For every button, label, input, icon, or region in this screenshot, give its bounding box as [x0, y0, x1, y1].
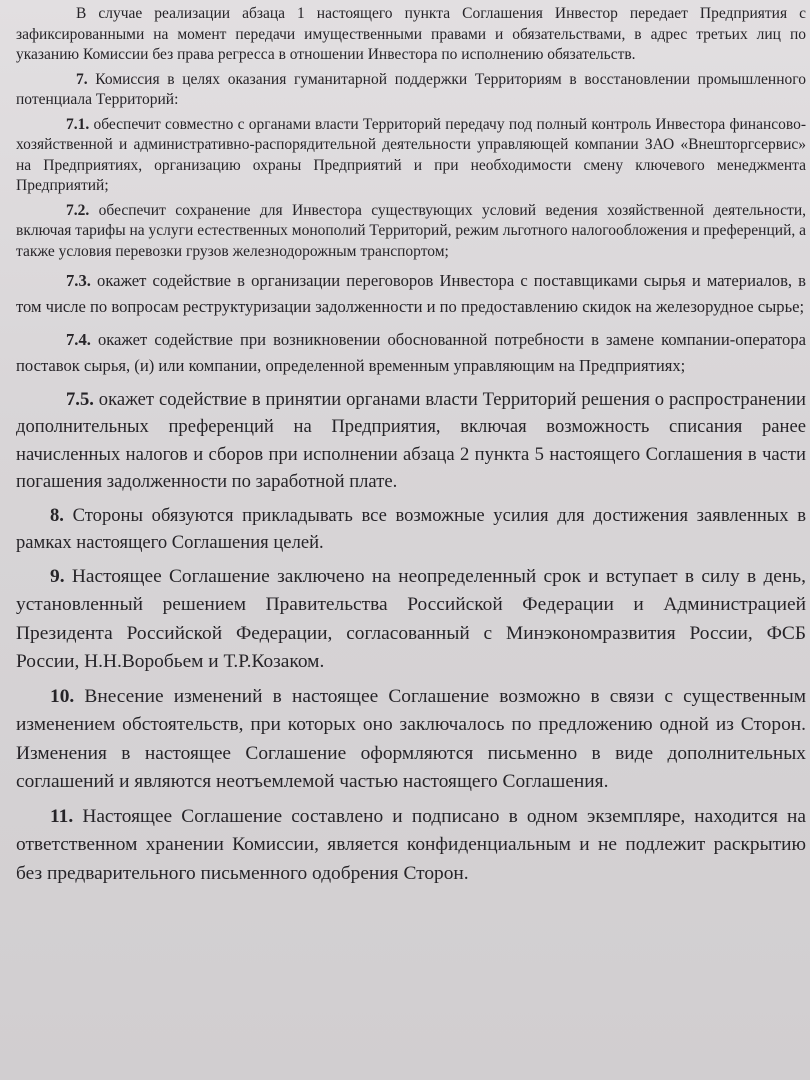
clause-10-text: Внесение изменений в настоящее Соглашение возможно в связи с существенным изменением обстоятельств, при которых оно заключалось по предложению одной из Сторон. Изменения в настоящее Соглашение оформляются письменно в виде дополнительных соглашений и являются неотъемлемой частью настоящего Соглашения. [16, 685, 806, 793]
intro-paragraph: В случае реализации абзаца 1 настоящего пункта Соглашения Инвестор передает Предприятия с зафиксированными на момент передачи имущественными правами и обязательствами, в адрес третьих лиц по указанию Комиссии без права регресса в отношении Инвестора по исполнению обязательств. [16, 5, 806, 63]
clause-7-2-text: обеспечит сохранение для Инвестора существующих условий ведения хозяйственной деятельности, включая тарифы на услуги естественных монополий Территорий, режим льготного налогообложения и преференций, а также условия перевозки грузов железнодорожным транспортом; [16, 201, 807, 260]
clause-8-text: Стороны обязуются прикладывать все возможные усилия для достижения заявленных в рамках настоящего Соглашения целей. [16, 504, 806, 554]
clause-7-4 [16, 327, 806, 380]
clause-7-1-number: 7.1. [66, 115, 90, 133]
clause-7 [16, 70, 806, 111]
clause-8 [16, 502, 806, 557]
clause-7-1-text: обеспечит совместно с органами власти Территорий передачу под полный контроль Инвестора финансово-хозяйственной и административно-распорядительной деятельности управляющей компании ЗАО «Внешторгсервис» на Предприятиях, организацию охраны Предприятий и при необходимости смену ключевого менеджмента Предприятий; [16, 115, 807, 194]
clause-9 [16, 563, 806, 677]
clause-10-number: 10. [50, 685, 75, 707]
clause-11-text: Настоящее Соглашение составлено и подписано в одном экземпляре, находится на ответственном хранении Комиссии, является конфиденциальным и не подлежит раскрытию без предварительного письменного одобрения Сторон. [16, 805, 806, 884]
clause-11 [16, 803, 806, 889]
clause-10 [16, 683, 806, 797]
clause-7-4-text: окажет содействие при возникновении обоснованной потребности в замене компании-оператора поставок сырья, (и) или компании, определенной временным управляющим на Предприятиях; [16, 329, 806, 376]
clause-7-number: 7. [76, 70, 88, 88]
clause-9-text: Настоящее Соглашение заключено на неопределенный срок и вступает в силу в день, установленный решением Правительства Российской Федерации и Администрацией Президента Российской Федерации, согласованный с Минэкономразвития России, ФСБ России, Н.Н.Воробьем и Т.Р.Козаком. [16, 565, 806, 673]
clause-7-3-text: окажет содействие в организации переговоров Инвестора с поставщиками сырья и материалов, в том числе по вопросам реструктуризации задолженности и по предоставлению скидок на железорудное сырье; [16, 271, 807, 317]
clause-7-4-number: 7.4. [66, 329, 91, 349]
clause-7-1 [16, 115, 806, 197]
clause-7-text: Комиссия в целях оказания гуманитарной поддержки Территориям в восстановлении промышленного потенциала Территорий: [16, 70, 806, 108]
clause-7-2 [16, 201, 806, 263]
clause-7-5-text: окажет содействие в принятии органами власти Территорий решения о распространении дополнительных преференций на Предприятия, включая возможность списания ранее начисленных налогов и сборов при исполнении абзаца 2 пункта 5 настоящего Соглашения в части погашения задолженности по заработной плате. [16, 388, 806, 493]
clause-9-number: 9. [50, 565, 65, 587]
clause-7-3-number: 7.3. [66, 271, 91, 290]
clause-11-number: 11. [50, 805, 74, 827]
clause-7-5-number: 7.5. [66, 388, 94, 410]
clause-7-5 [16, 386, 806, 496]
clause-7-3 [16, 268, 806, 321]
clause-7-2-number: 7.2. [66, 201, 90, 219]
clause-8-number: 8. [50, 504, 64, 526]
